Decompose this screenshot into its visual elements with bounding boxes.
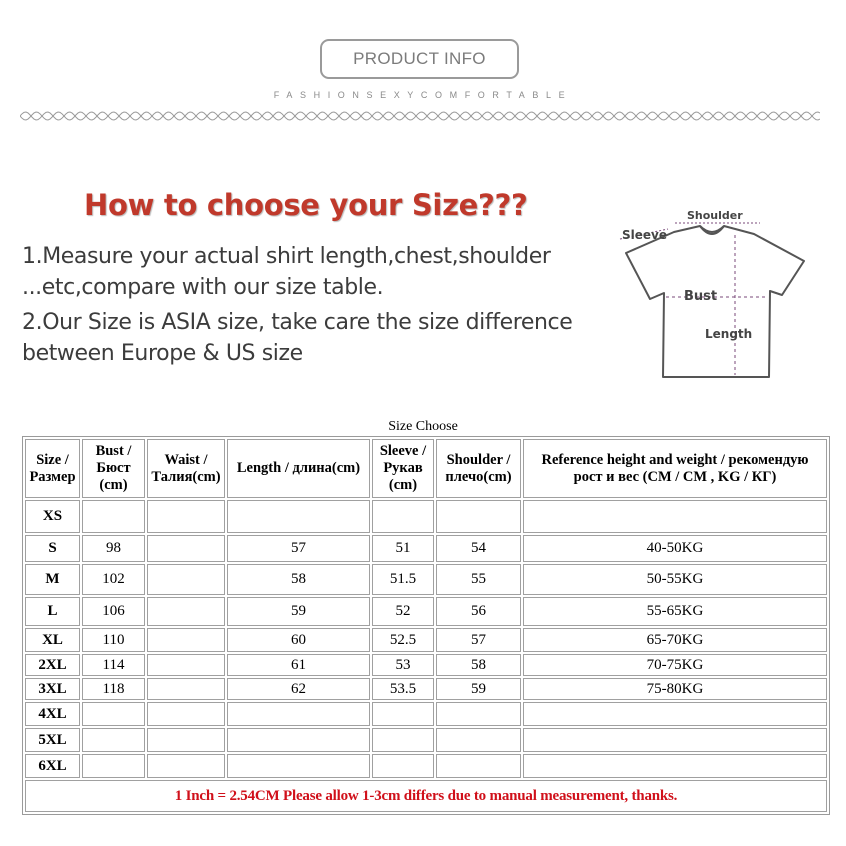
table-cell: 61: [227, 654, 370, 676]
instruction-line-3: 2.Our Size is ASIA size, take care the size difference: [22, 310, 573, 335]
column-header-line: Length / длина(cm): [236, 460, 361, 476]
table-cell: [147, 628, 225, 652]
table-cell: 62: [227, 678, 370, 700]
table-cell: 106: [82, 597, 145, 626]
table-cell: [372, 702, 434, 726]
table-cell: [147, 535, 225, 562]
column-header-line: (cm): [388, 477, 418, 493]
table-note-row: [25, 780, 827, 812]
table-cell: [372, 754, 434, 778]
table-cell: 50-55KG: [523, 564, 827, 595]
table-cell: [227, 728, 370, 752]
table-cell: 70-75KG: [523, 654, 827, 676]
table-row: [25, 564, 827, 595]
table-cell: 54: [436, 535, 521, 562]
table-cell: [147, 500, 225, 533]
column-header-line: Shoulder /: [446, 451, 511, 468]
table-caption: Size Choose: [388, 419, 458, 434]
size-cell: XL: [25, 628, 80, 652]
measurement-note: 1 Inch = 2.54CM Please allow 1-3cm differs due to manual measurement, thanks.: [25, 780, 827, 812]
table-cell: 59: [436, 678, 521, 700]
column-header-line: Талия(cm): [151, 468, 221, 485]
table-cell: [436, 500, 521, 533]
table-cell: 75-80KG: [523, 678, 827, 700]
table-cell: 102: [82, 564, 145, 595]
table-cell: [523, 728, 827, 752]
table-cell: 40-50KG: [523, 535, 827, 562]
table-row: [25, 628, 827, 652]
table-cell: 59: [227, 597, 370, 626]
table-cell: [436, 728, 521, 752]
size-cell: 2XL: [25, 654, 80, 676]
table-row: [25, 597, 827, 626]
table-cell: [372, 500, 434, 533]
column-header-line: Бюст: [96, 460, 131, 476]
column-header-line: Размер: [29, 468, 76, 485]
size-cell: XS: [25, 500, 80, 533]
column-header-line: Size /: [36, 451, 69, 468]
column-header-line: Bust /: [95, 443, 132, 459]
table-cell: [147, 597, 225, 626]
table-row: [25, 500, 827, 533]
table-cell: 53: [372, 654, 434, 676]
table-cell: [82, 754, 145, 778]
table-cell: [523, 702, 827, 726]
table-cell: 57: [436, 628, 521, 652]
column-header: [372, 439, 434, 498]
table-row: [25, 654, 827, 676]
size-cell: L: [25, 597, 80, 626]
table-cell: 118: [82, 678, 145, 700]
table-cell: 58: [227, 564, 370, 595]
instruction-line-4: between Europe & US size: [22, 341, 303, 366]
product-info-badge: PRODUCT INFO: [320, 39, 519, 79]
size-cell: 5XL: [25, 728, 80, 752]
table-cell: 110: [82, 628, 145, 652]
column-header: [82, 439, 145, 498]
sleeve-label: Sleeve: [622, 228, 667, 242]
table-cell: 56: [436, 597, 521, 626]
column-header-line: рост и вес (CM / CM , KG / КГ): [573, 468, 777, 485]
table-cell: 53.5: [372, 678, 434, 700]
instruction-line-1: 1.Measure your actual shirt length,chest,shoulder: [22, 244, 551, 269]
table-cell: 58: [436, 654, 521, 676]
size-cell: M: [25, 564, 80, 595]
table-cell: 51.5: [372, 564, 434, 595]
size-cell: S: [25, 535, 80, 562]
size-cell: 3XL: [25, 678, 80, 700]
column-header: [436, 439, 521, 498]
table-cell: [82, 500, 145, 533]
column-header-line: Reference height and weight / рекомендую: [541, 451, 809, 468]
table-cell: [227, 702, 370, 726]
table-row: [25, 678, 827, 700]
table-row: [25, 535, 827, 562]
table-cell: [372, 728, 434, 752]
table-cell: [82, 728, 145, 752]
table-cell: 98: [82, 535, 145, 562]
table-cell: 65-70KG: [523, 628, 827, 652]
table-cell: 60: [227, 628, 370, 652]
table-cell: [227, 754, 370, 778]
size-cell: 6XL: [25, 754, 80, 778]
table-cell: [523, 500, 827, 533]
table-header-row: [25, 439, 827, 498]
table-cell: 57: [227, 535, 370, 562]
table-cell: [147, 654, 225, 676]
table-cell: [147, 678, 225, 700]
shoulder-label: Shoulder: [687, 209, 743, 222]
table-row: [25, 728, 827, 752]
tshirt-measurement-diagram: [612, 205, 812, 385]
table-cell: 52.5: [372, 628, 434, 652]
bust-label: Bust: [684, 289, 718, 304]
table-cell: [436, 702, 521, 726]
table-row: [25, 702, 827, 726]
table-cell: [147, 754, 225, 778]
instruction-line-2: ...etc,compare with our size table.: [22, 275, 384, 300]
size-cell: 4XL: [25, 702, 80, 726]
table-cell: 55: [436, 564, 521, 595]
table-cell: [436, 754, 521, 778]
length-label: Length: [705, 327, 753, 341]
wave-divider: [20, 109, 820, 123]
column-header-line: Waist /: [164, 451, 208, 468]
table-cell: 55-65KG: [523, 597, 827, 626]
table-cell: 52: [372, 597, 434, 626]
column-header: [523, 439, 827, 498]
table-cell: [147, 564, 225, 595]
column-header: [25, 439, 80, 498]
column-header: [227, 439, 370, 498]
table-cell: 114: [82, 654, 145, 676]
size-chart-table: [22, 436, 830, 815]
column-header-line: (cm): [99, 477, 128, 493]
table-cell: 51: [372, 535, 434, 562]
tagline: FASHIONSEXYCOMFORTABLE: [273, 90, 573, 100]
column-header: [147, 439, 225, 498]
table-cell: [227, 500, 370, 533]
column-header-line: Рукав: [383, 460, 423, 476]
column-header-line: плечо(cm): [445, 468, 512, 485]
table-cell: [523, 754, 827, 778]
table-row: [25, 754, 827, 778]
size-guide-title: How to choose your Size???: [84, 188, 528, 222]
table-cell: [147, 728, 225, 752]
table-cell: [147, 702, 225, 726]
table-cell: [82, 702, 145, 726]
column-header-line: Sleeve /: [379, 443, 427, 459]
